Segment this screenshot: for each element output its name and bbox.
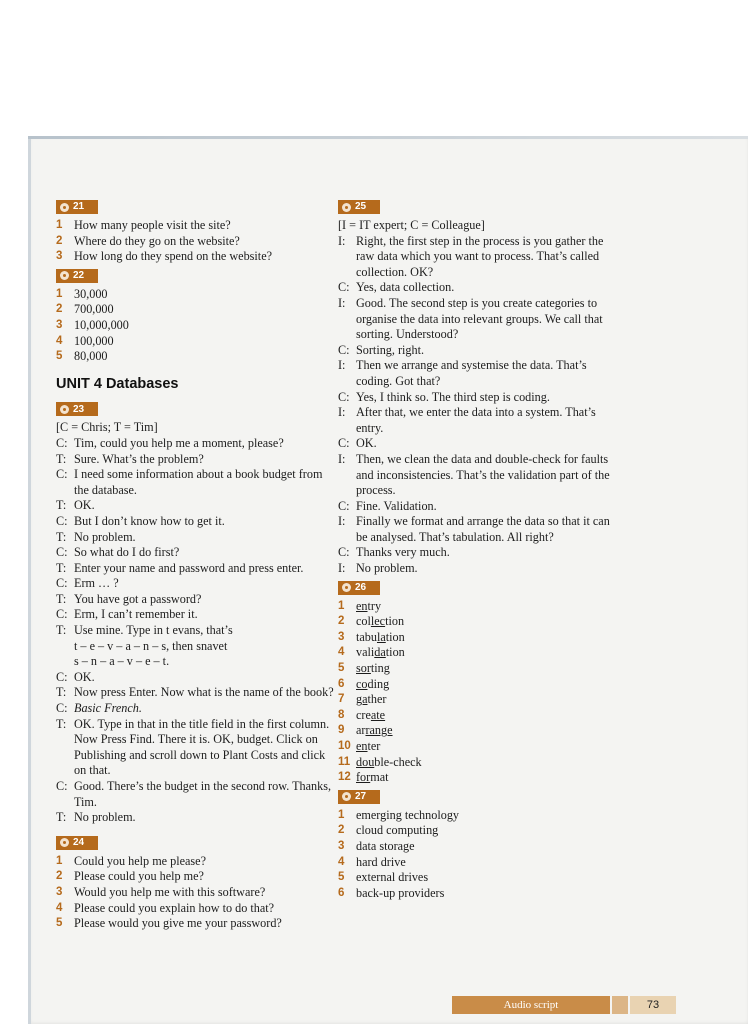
dialogue-line: C: I need some information about a book budget from the database.: [56, 467, 323, 497]
list-item: 9 arrange: [338, 723, 393, 738]
dialogue-line: C: Yes, data collection.: [338, 280, 455, 295]
dialogue-line: T: No problem.: [56, 810, 136, 825]
list-item: 5 Please would you give me your password?: [56, 916, 282, 931]
list-item: 4 Please could you explain how to do that?: [56, 900, 275, 915]
dialogue-line: I: Good. The second step is you create categories to organise the data into relevant groups. We call that sorting. Understood?: [338, 295, 603, 342]
track-number: 21: [73, 201, 85, 213]
dialogue-line: T: Now press Enter. Now what is the name of the book?: [56, 685, 334, 700]
dialogue-line: T: Sure. What’s the problem?: [56, 451, 204, 466]
dialogue-line: T: OK.: [56, 498, 95, 513]
list-item: 1 emerging technology: [338, 807, 460, 822]
list-item: 3 Would you help me with this software?: [56, 884, 266, 899]
track-badge-24: [56, 836, 98, 850]
cd-icon: [342, 203, 352, 212]
dialogue-line: C: Tim, could you help me a moment, please?: [56, 435, 284, 450]
track-number: 24: [73, 836, 85, 848]
cd-icon: [342, 792, 352, 801]
list-item: 1 How many people visit the site?: [56, 218, 231, 232]
dialogue-line: I: Right, the first step in the process is you gather the raw data which you want to process. That’s called collection. OK?: [338, 233, 604, 279]
dialogue-line: C: Fine. Validation.: [338, 498, 437, 513]
speaker-key: [C = Chris; T = Tim]: [56, 420, 158, 435]
dialogue-line: C: Sorting, right.: [338, 342, 425, 357]
dialogue-line: T: Enter your name and password and press enter.: [56, 560, 304, 575]
list-item: 3 How long do they spend on the website?: [56, 249, 273, 264]
list-item: 8 create: [338, 707, 386, 722]
list-item: 4 hard drive: [338, 854, 406, 869]
dialogue-line: T: No problem.: [56, 529, 136, 544]
list-item: 5 external drives: [338, 870, 429, 885]
dialogue-line: C: Erm … ?: [56, 576, 119, 591]
list-item: 2 collection: [338, 614, 405, 629]
dialogue-line: C: OK.: [338, 436, 377, 451]
track-25-dialogue: [338, 234, 612, 577]
track-27-list: [338, 808, 612, 902]
list-item: 7 gather: [338, 692, 387, 707]
dialogue-line: T: Use mine. Type in t evans, that’s: [56, 623, 233, 638]
cd-icon: [60, 271, 70, 280]
footer-divider: [612, 996, 628, 1014]
track-number: 25: [355, 201, 367, 213]
dialogue-line: C: Good. There’s the budget in the second row. Thanks, Tim.: [56, 779, 332, 809]
track-24-list: [56, 854, 334, 932]
section-footer: Audio script: [452, 996, 610, 1014]
track-number: 26: [355, 581, 367, 593]
list-item: 5 sorting: [338, 661, 390, 676]
dialogue-line: C: Erm, I can’t remember it.: [56, 607, 198, 622]
track-badge-23: [56, 402, 98, 416]
track-22-list: [56, 287, 334, 365]
dialogue-line: C: But I don’t know how to get it.: [56, 513, 225, 528]
list-item: 10 enter: [338, 739, 381, 753]
list-item: 6 back-up providers: [338, 885, 445, 900]
track-number: 22: [73, 269, 85, 281]
track-23-dialogue: [56, 436, 334, 826]
track-number: 23: [73, 403, 85, 415]
dialogue-line: T: You have got a password?: [56, 591, 202, 606]
dialogue-line: I: No problem.: [338, 561, 418, 576]
cd-icon: [342, 583, 352, 592]
list-item: 2 Where do they go on the website?: [56, 233, 240, 248]
dialogue-line: I: After that, we enter the data into a system. That’s entry.: [338, 405, 596, 435]
dialogue-line: C: Yes, I think so. The third step is coding.: [338, 389, 550, 404]
dialogue-line: C: Thanks very much.: [338, 545, 450, 560]
list-item: 1 30,000: [56, 286, 108, 301]
list-item: 1 Could you help me please?: [56, 853, 206, 868]
dialogue-line: C: So what do I do first?: [56, 545, 180, 560]
spacer: [56, 826, 334, 832]
list-item: 12 format: [338, 770, 389, 785]
list-item: 3 data storage: [338, 838, 415, 853]
list-item: 2 700,000: [56, 302, 114, 317]
dialogue-line: C: OK.: [56, 669, 95, 684]
left-column: [56, 196, 334, 932]
list-item: 2 cloud computing: [338, 823, 439, 838]
track-26-list: [338, 599, 612, 786]
track-badge-27: [338, 790, 380, 804]
track-badge-22: [56, 269, 98, 283]
list-item: 5 80,000: [56, 349, 108, 364]
dialogue-line: I: Finally we format and arrange the data so that it can be analysed. That’s tabulation. All right?: [338, 514, 610, 544]
track-badge-21: [56, 200, 98, 214]
dialogue-line: T: OK. Type in that in the title field in the first column. Now Press Find. There it is. OK, budget. Click on Publishing and scroll down to Plant Costs and click on that.: [56, 716, 330, 778]
list-item: 3 10,000,000: [56, 317, 129, 332]
list-item: 4 validation: [338, 645, 405, 660]
list-item: 1 entry: [338, 598, 382, 613]
list-item: 6 coding: [338, 676, 390, 691]
track-21-list: [56, 218, 334, 265]
cd-icon: [60, 203, 70, 212]
cd-icon: [60, 405, 70, 414]
speaker-key: [I = IT expert; C = Colleague]: [338, 218, 485, 232]
unit-heading: UNIT 4 Databases: [56, 375, 179, 392]
list-item: 2 Please could you help me?: [56, 869, 204, 884]
page-top-edge: [28, 136, 748, 139]
list-item: 4 100,000: [56, 333, 114, 348]
page-number: 73: [630, 996, 676, 1014]
dialogue-line: s – n – a – v – e – t.: [74, 654, 170, 669]
track-badge-26: [338, 581, 380, 595]
cd-icon: [60, 838, 70, 847]
track-badge-25: [338, 200, 380, 214]
track-number: 27: [355, 790, 367, 802]
list-item: 11 double-check: [338, 754, 422, 769]
right-column: [338, 196, 612, 901]
dialogue-line: I: Then we arrange and systemise the data. That’s coding. Got that?: [338, 358, 587, 388]
dialogue-line: t – e – v – a – n – s, then snavet: [74, 638, 228, 653]
dialogue-line: I: Then, we clean the data and double-check for faults and inconsistencies. That’s the validation part of the process.: [338, 451, 610, 498]
list-item: 3 tabulation: [338, 629, 405, 644]
dialogue-line: C: Basic French.: [56, 701, 142, 716]
